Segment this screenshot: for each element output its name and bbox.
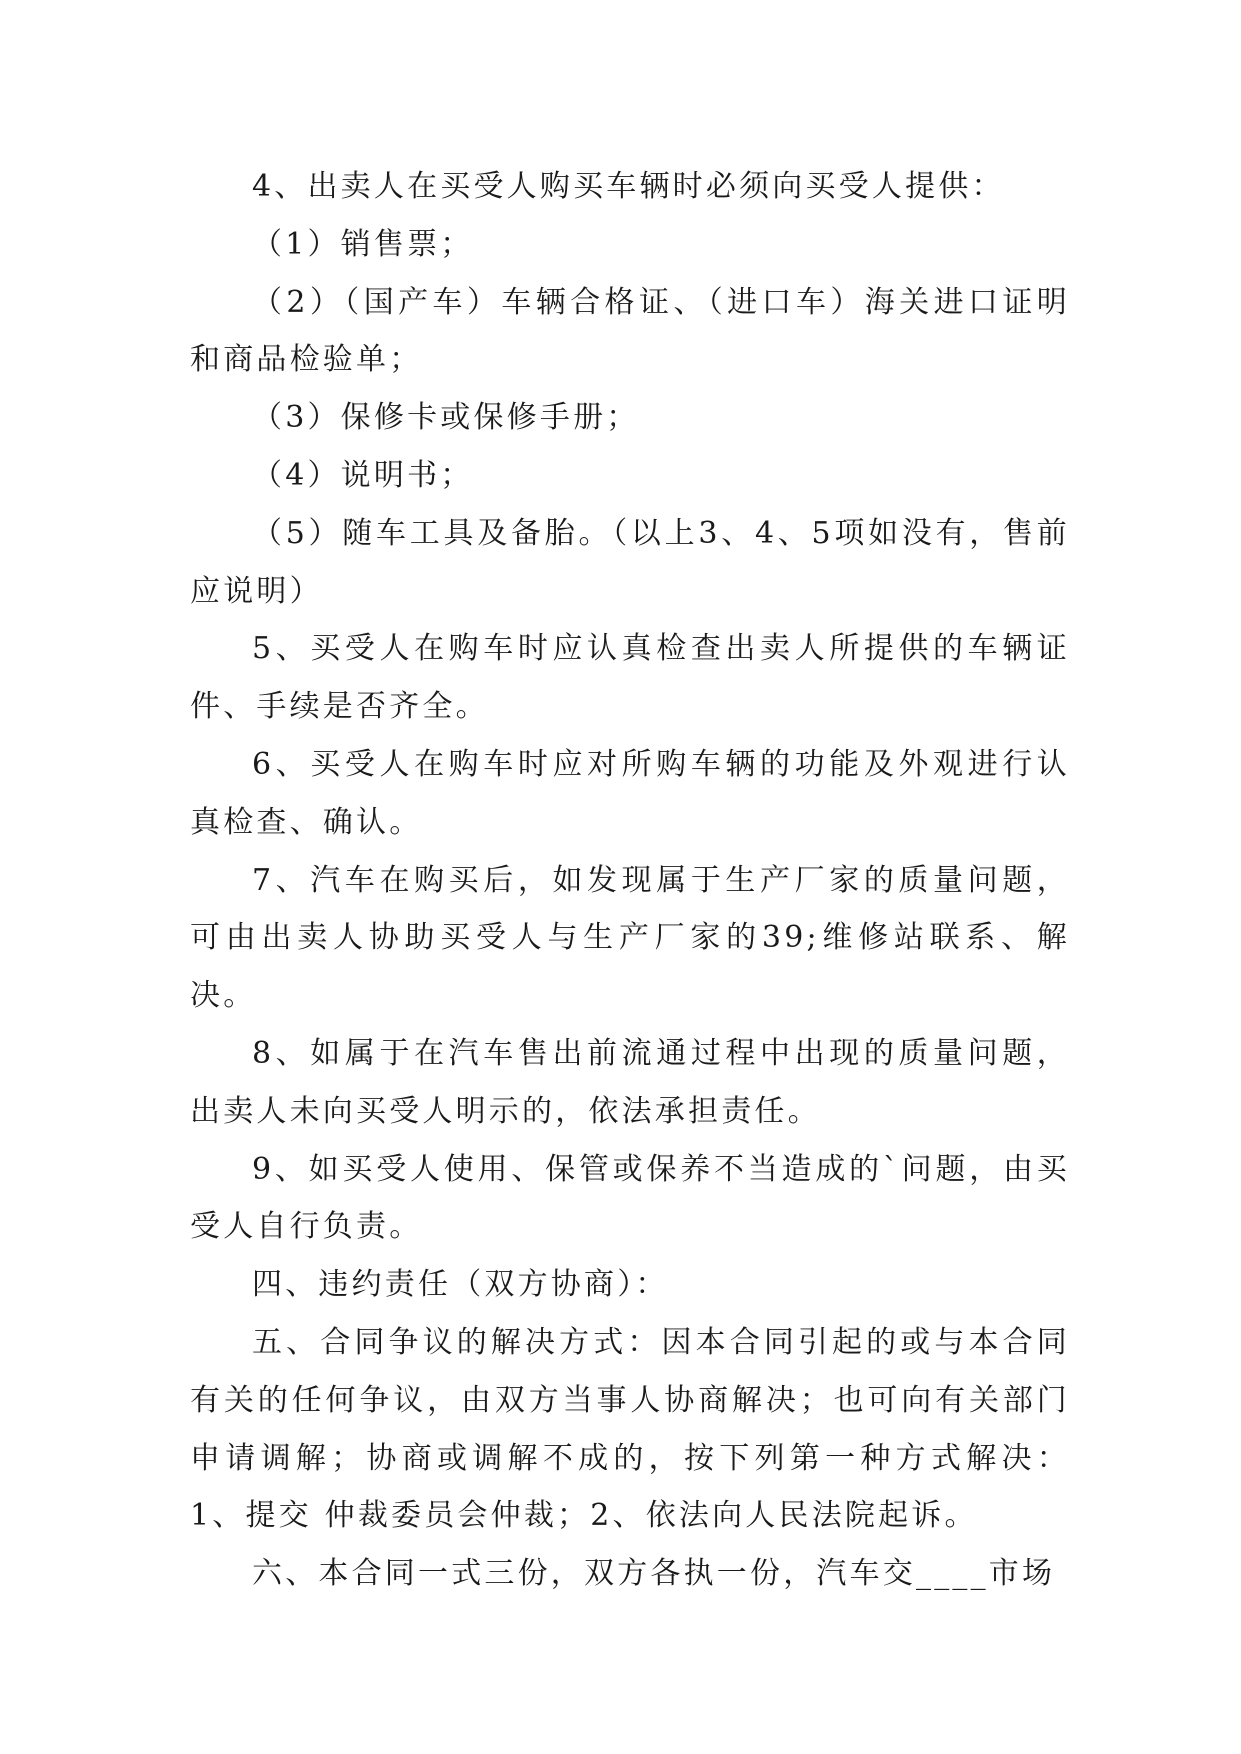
clause-7-paragraph: 7、汽车在购买后，如发现属于生产厂家的质量问题，可由出卖人协助买受人与生产厂家的39;维修站联系、解决。 (190, 862, 1070, 1014)
section-4-liability-heading: 四、违约责任（双方协商）： (252, 1267, 669, 1303)
item-3-paragraph: （3）保修卡或保修手册； (252, 400, 640, 436)
document-body (190, 158, 1070, 1603)
clause-4-paragraph: 4、出卖人在买受人购买车辆时必须向买受人提供： (252, 169, 1005, 204)
clause-6-paragraph: 6、买受人在购车时应对所购车辆的功能及外观进行认真检查、确认。 (190, 746, 1070, 840)
clause-8-paragraph: 8、如属于在汽车售出前流通过程中出现的质量问题，出卖人未向买受人明示的，依法承担责任。 (190, 1035, 1070, 1129)
item-1-paragraph: （1）销售票； (252, 226, 474, 262)
section-6-copies-paragraph: 六、本合同一式三份，双方各执一份，汽车交____市场 (252, 1556, 1056, 1592)
item-5-paragraph: （5）随车工具及备胎。（以上3、4、5项如没有，售前应说明） (190, 515, 1070, 609)
clause-5-paragraph: 5、买受人在购车时应认真检查出卖人所提供的车辆证件、手续是否齐全。 (190, 631, 1070, 725)
item-2-paragraph: （2）（国产车）车辆合格证、（进口车）海关进口证明和商品检验单； (190, 284, 1070, 378)
section-5-dispute-paragraph: 五、合同争议的解决方式：因本合同引起的或与本合同有关的任何争议，由双方当事人协商解决；也可向有关部门申请调解；协商或调解不成的，按下列第一种方式解决：1、提交 仲裁委员会仲裁；2、依法向人民法院起诉。 (190, 1324, 1070, 1534)
item-4-paragraph: （4）说明书； (252, 457, 474, 493)
clause-9-paragraph: 9、如买受人使用、保管或保养不当造成的`问题，由买受人自行负责。 (190, 1151, 1070, 1245)
